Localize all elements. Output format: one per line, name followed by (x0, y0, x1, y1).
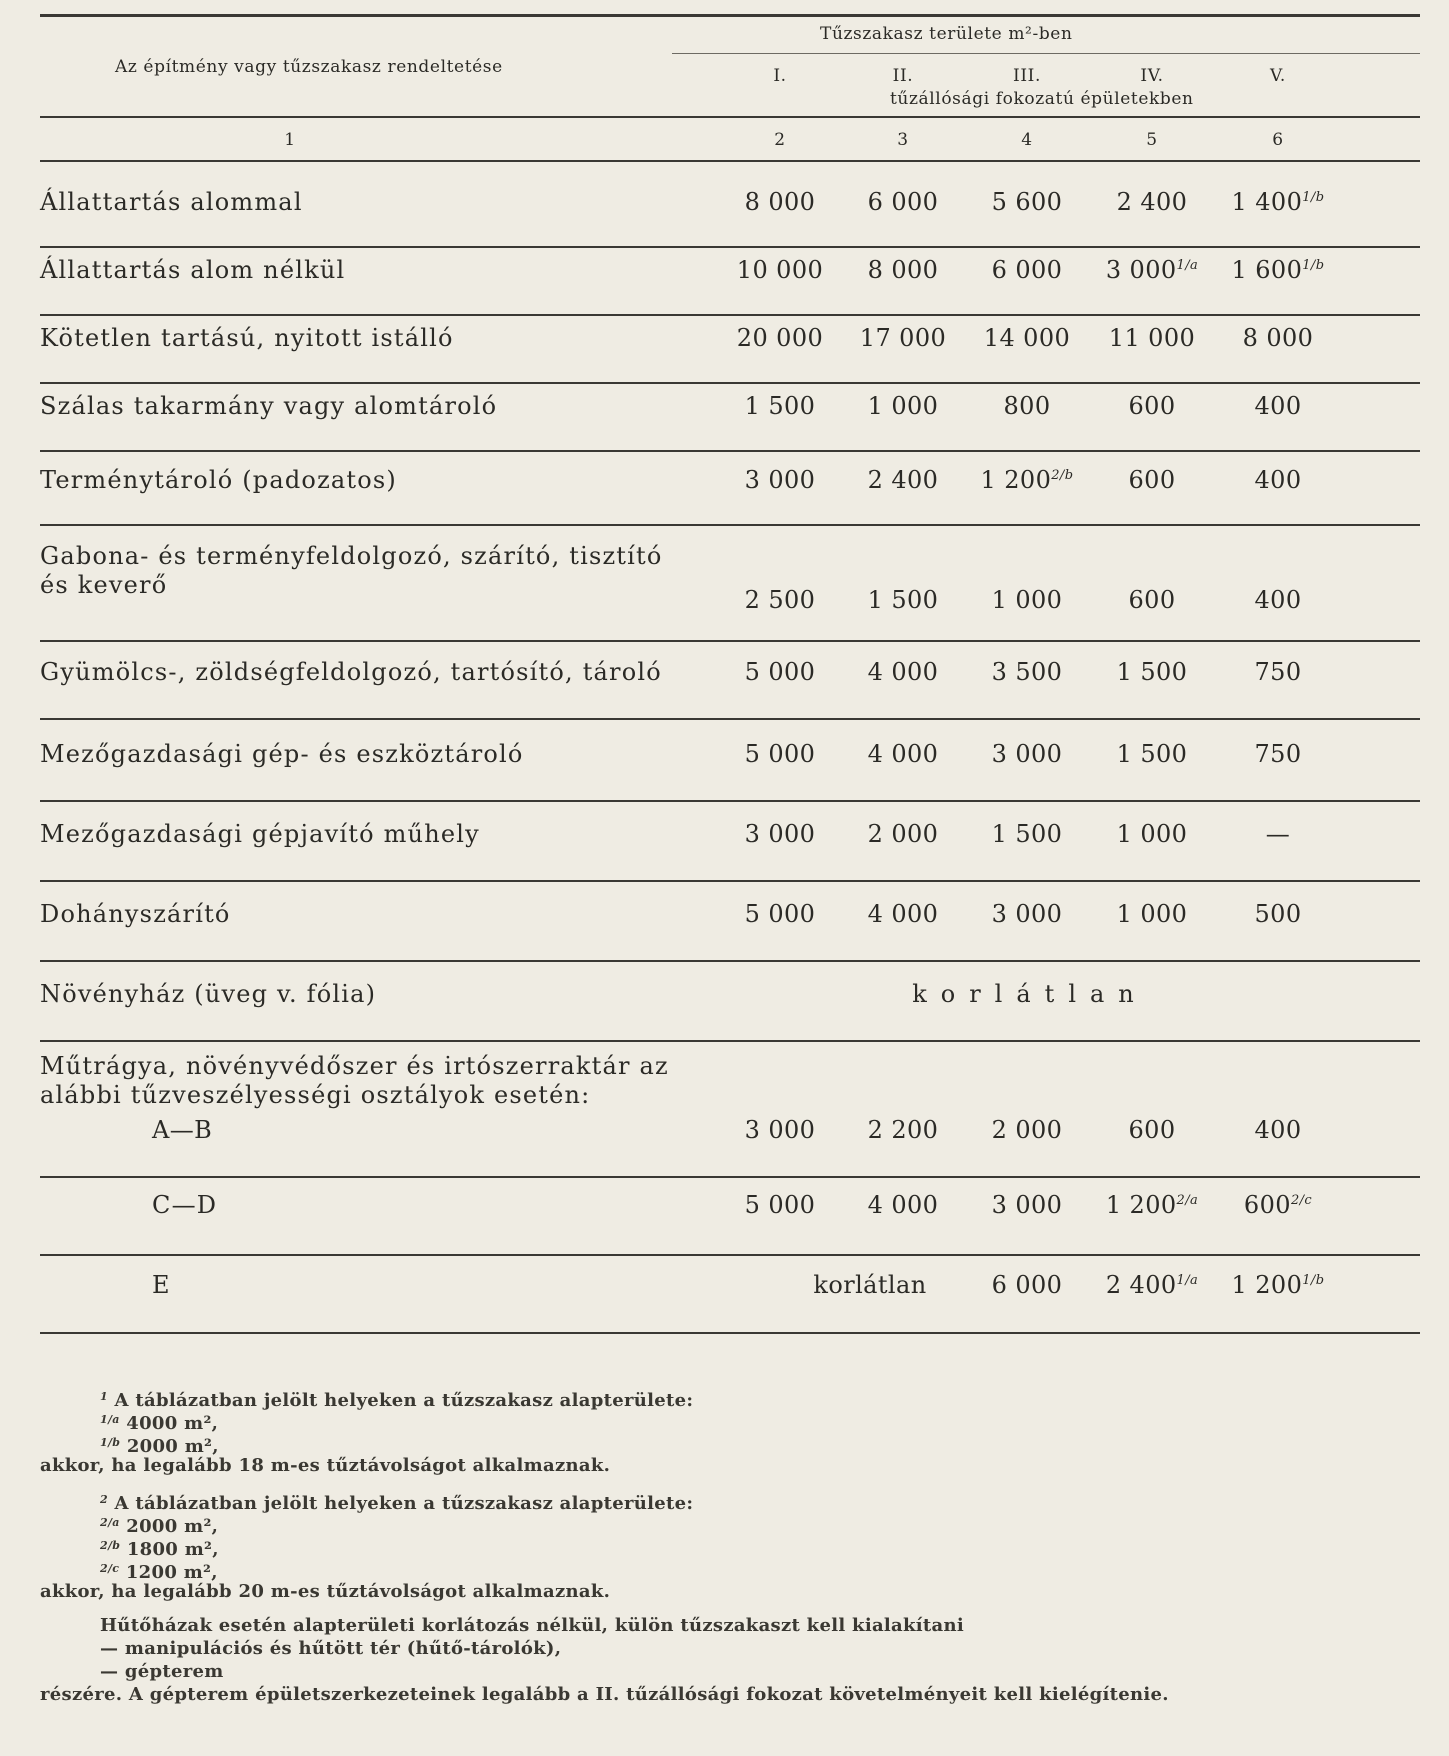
table-cell: 600 (1128, 466, 1176, 494)
col-number-3: 3 (897, 130, 909, 150)
footnote-2: $^2$ A táblázatban jelölt helyeken a tűzszakasz alapterülete: (100, 1493, 694, 1514)
footnote-2-item: $^{2/c}$ 1200 m², (100, 1562, 218, 1583)
table-cell: 400 (1254, 586, 1302, 614)
row-label: Állattartás alom nélkül (40, 256, 346, 284)
row-label: Műtrágya, növényvédőszer és irtószerraktár az alábbi tűzveszélyességi osztályok esetén: (40, 1052, 669, 1109)
table-cell: 4 000 (867, 1191, 939, 1219)
row-label: E (152, 1271, 171, 1299)
grade-iv: IV. (1140, 66, 1164, 86)
table-cell: 600 (1128, 586, 1176, 614)
row-label: Terménytároló (padozatos) (40, 466, 397, 494)
row-rule (40, 718, 1420, 720)
row-rule (40, 450, 1420, 452)
footnote-marker: 1/a (1176, 258, 1199, 273)
table-cell: 600 (1128, 392, 1176, 420)
row-sublabel: A—B (152, 1116, 213, 1144)
table-cell: 14 000 (983, 324, 1071, 352)
table-cell: 2 200 (867, 1116, 939, 1144)
footnote-marker: 2/a (1176, 1193, 1199, 1208)
table-cell: 5 600 (991, 188, 1063, 216)
row-rule (40, 800, 1420, 802)
table-cell: 4 000 (867, 740, 939, 768)
table-cell: 17 000 (859, 324, 947, 352)
table-cell: 1 $400^{1/b}$ (1231, 188, 1325, 216)
rule-top (40, 14, 1420, 17)
table-cell: 1 000 (991, 586, 1063, 614)
table-cell: 20 000 (736, 324, 824, 352)
table-cell: 1 500 (1116, 658, 1188, 686)
rule-group (672, 53, 1420, 54)
row-rule (40, 1254, 1420, 1256)
row-rule (40, 1176, 1420, 1178)
row-label: Kötetlen tartású, nyitott istálló (40, 324, 454, 352)
row-rule (40, 1040, 1420, 1042)
table-cell: 400 (1254, 466, 1302, 494)
table-cell: 2 $400^{1/a}$ (1105, 1271, 1199, 1299)
table-cell: 6 000 (991, 256, 1063, 284)
table-cell: $600^{2/c}$ (1243, 1191, 1313, 1219)
table-cell: 800 (1003, 392, 1051, 420)
row-rule (40, 640, 1420, 642)
table-cell: 1 000 (1116, 900, 1188, 928)
table-cell: 1 500 (991, 820, 1063, 848)
footnote-2-tail: akkor, ha legalább 20 m-es tűztávolságot alkalmaznak. (40, 1581, 611, 1602)
grade-i: I. (773, 66, 787, 86)
row-rule (40, 246, 1420, 248)
col-number-1: 1 (284, 130, 296, 150)
row-rule (40, 880, 1420, 882)
table-cell: 400 (1254, 1116, 1302, 1144)
table-cell: 5 000 (744, 658, 816, 686)
row-rule (40, 524, 1420, 526)
table-cell: 6 000 (991, 1271, 1063, 1299)
table-cell: 2 400 (1116, 188, 1188, 216)
footnote-marker: 1/a (1176, 1273, 1199, 1288)
table-cell: 1 $200^{1/b}$ (1231, 1271, 1325, 1299)
table-cell: 1 $600^{1/b}$ (1231, 256, 1325, 284)
table-cell: 11 000 (1108, 324, 1196, 352)
table-cell: 3 000 (744, 466, 816, 494)
table-cell: — (1265, 820, 1291, 848)
area-group-title: Tűzszakasz területe m²-ben (820, 24, 1073, 44)
table-cell: 3 500 (991, 658, 1063, 686)
footnote-marker: 2/c (1290, 1193, 1313, 1208)
row-rule (40, 1332, 1420, 1334)
table-cell: 2 000 (991, 1116, 1063, 1144)
col-number-2: 2 (774, 130, 786, 150)
table-cell: 10 000 (736, 256, 824, 284)
row-label: Mezőgazdasági gép- és eszköztároló (40, 740, 524, 768)
footnote-2-item: $^{2/b}$ 1800 m², (100, 1539, 219, 1560)
table-cell: 750 (1254, 740, 1302, 768)
table-cell: 8 000 (744, 188, 816, 216)
col-number-6: 6 (1272, 130, 1284, 150)
table-cell: 3 000 (991, 740, 1063, 768)
table-cell: 500 (1254, 900, 1302, 928)
table-cell: 2 000 (867, 820, 939, 848)
row-label: Dohányszárító (40, 900, 231, 928)
row-label: Gyümölcs-, zöldségfeldolgozó, tartósító, tároló (40, 658, 662, 686)
col-number-5: 5 (1146, 130, 1158, 150)
table-cell: 1 500 (867, 586, 939, 614)
row-rule (40, 314, 1420, 316)
row-label: Állattartás alommal (40, 188, 303, 216)
table-cell: 6 000 (867, 188, 939, 216)
table-cell: 3 000 (991, 900, 1063, 928)
table-cell: 3 $000^{1/a}$ (1105, 256, 1199, 284)
footnote-1: $^1$ A táblázatban jelölt helyeken a tűzszakasz alapterülete: (100, 1390, 694, 1411)
table-cell: 5 000 (744, 740, 816, 768)
grade-ii: II. (892, 66, 914, 86)
footnote-marker: 1/b (1302, 1273, 1325, 1288)
row-label: C—D (152, 1191, 218, 1219)
grades-caption: tűzállósági fokozatú épületekben (890, 89, 1194, 109)
table-cell: 5 000 (744, 1191, 816, 1219)
col-number-4: 4 (1021, 130, 1033, 150)
table-cell: 4 000 (867, 900, 939, 928)
table-cell: 8 000 (1242, 324, 1314, 352)
table-cell: 5 000 (744, 900, 816, 928)
rule-col-numbers (40, 160, 1420, 162)
rule-header (40, 116, 1420, 118)
table-cell: 1 $200^{2/b}$ (980, 466, 1074, 494)
footnote-marker: 1/b (1302, 258, 1325, 273)
table-cell: 1 500 (744, 392, 816, 420)
footnote-marker: 1/b (1302, 190, 1325, 205)
table-cell: 400 (1254, 392, 1302, 420)
span-value: korlátlan (912, 980, 1148, 1008)
footnote-3-line: részére. A gépterem épületszerkezeteinek legalább a II. tűzállósági fokozat követelményeit kell kielégítenie. (40, 1684, 1169, 1705)
row-rule (40, 960, 1420, 962)
table-cell: 1 000 (1116, 820, 1188, 848)
table-cell: 1 000 (867, 392, 939, 420)
table-cell: 4 000 (867, 658, 939, 686)
grade-iii: III. (1013, 66, 1041, 86)
grade-v: V. (1270, 66, 1286, 86)
table-cell: 1 $200^{2/a}$ (1105, 1191, 1199, 1219)
footnote-1-item: $^{1/b}$ 2000 m², (100, 1436, 219, 1457)
table-cell: 750 (1254, 658, 1302, 686)
row-label: Gabona- és terményfeldolgozó, szárító, tisztító és keverő (40, 542, 663, 599)
table-cell: 3 000 (744, 820, 816, 848)
footnote-3-line: Hűtőházak esetén alapterületi korlátozás nélkül, külön tűzszakaszt kell kialakítani (100, 1615, 965, 1636)
span-value: korlátlan (813, 1271, 927, 1299)
footnote-2-item: $^{2/a}$ 2000 m², (100, 1516, 219, 1537)
column-1-title: Az építmény vagy tűzszakasz rendeltetése (115, 57, 503, 77)
footnote-marker: 2/b (1051, 468, 1074, 483)
table-cell: 3 000 (991, 1191, 1063, 1219)
table-cell: 1 500 (1116, 740, 1188, 768)
row-rule (40, 382, 1420, 384)
footnote-3-line: — gépterem (100, 1661, 224, 1682)
table-cell: 600 (1128, 1116, 1176, 1144)
footnote-3-line: — manipulációs és hűtött tér (hűtő-tárolók), (100, 1638, 562, 1659)
table-cell: 3 000 (744, 1116, 816, 1144)
row-label: Szálas takarmány vagy alomtároló (40, 392, 498, 420)
footnote-1-item: $^{1/a}$ 4000 m², (100, 1413, 219, 1434)
table-cell: 2 500 (744, 586, 816, 614)
row-label: Növényház (üveg v. fólia) (40, 980, 377, 1008)
row-label: Mezőgazdasági gépjavító műhely (40, 820, 480, 848)
table-cell: 2 400 (867, 466, 939, 494)
footnote-1-tail: akkor, ha legalább 18 m-es tűztávolságot alkalmaznak. (40, 1455, 611, 1476)
table-cell: 8 000 (867, 256, 939, 284)
